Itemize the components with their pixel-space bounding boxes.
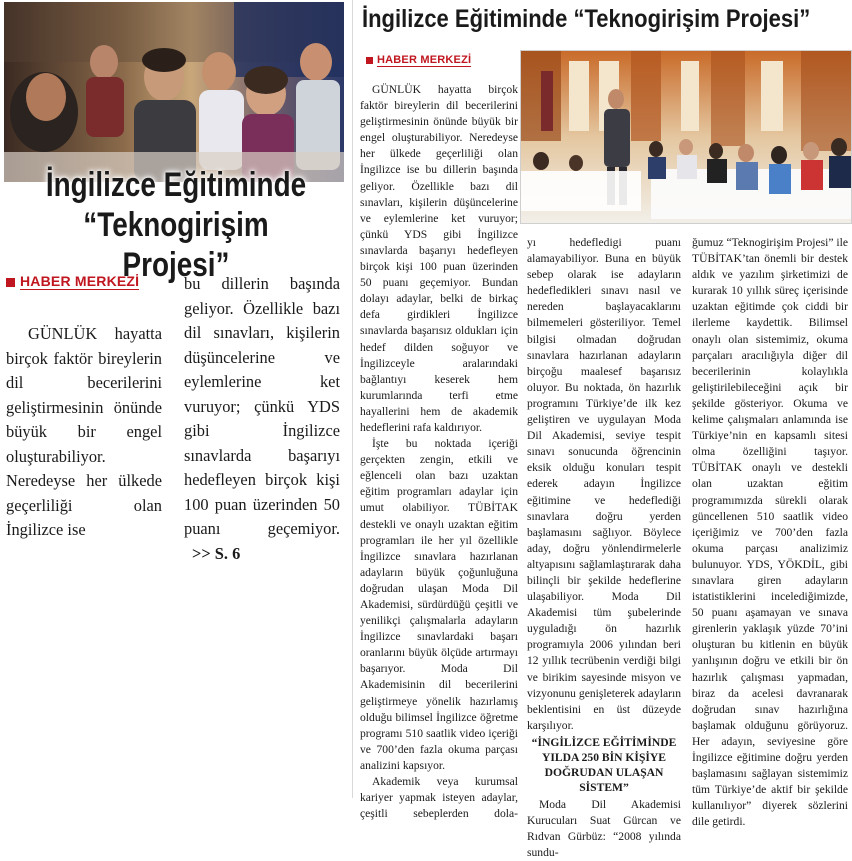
article-section-label xyxy=(366,54,471,66)
column-divider xyxy=(352,0,353,798)
article-headline: İngilizce Eğitiminde “Teknogirişim Projesi” xyxy=(362,5,811,33)
article-col2-paragraph-2: Moda Dil Akademisi Kurucuları Suat Gürcan ve Rıdvan Gürbüz: “2008 yılında sundu- xyxy=(527,797,681,860)
article-col3-paragraph-1: ğumuz “Teknogirişim Projesi” ile TÜBİTAK’tan önemli bir destek aldık ve yazılım şirketimizi de kurarak 10 yıllık süreç içerisinde uzaktan eğitimde çok ciddi bir ilerleme kaydettik. Bilimsel onaylı olan sistemimiz, okuma parçaları aracılığıyla diğer dil becerilerinin kolaylıkla geliştirilebileceğini açık bir şekilde gösteriyor. Okuma ve kelime çalışmaları anlamında ise Türkiye’nin en kapsamlı sitesi olma özelliğini taşıyor. TÜBİTAK onaylı ve destekli olan uzaktan eğitim programımızda sürekli olarak güncellenen 510 saatlik video içeriğimiz ve 700’den fazla okuma parçası analizimiz bulunuyor. YDS, YÖKDİL, gibi sınavlara giren adayların istatistiklerini incelediğimizde, 50 puanı aşamayan ve sınava girenlerin yaklaşık yüzde 70’ini oluşturan bu kitlenin en büyük yanlışının doğru ve etkili bir ön hazırlık çalışması yapmadan, biraz da acelesi davranarak doğrudan sınav hazırlığına başlamak olduğunu görüyoruz. Her adayın, seviyesine göre İngilizce eğitimine doğru yerden başlamasını sağlayan sistemimiz tüm Türkiye’de aktif bir şekilde kullanılıyor” diyerek sözlerini dile getirdi. xyxy=(692,236,848,829)
classroom-photo-image xyxy=(521,51,851,223)
article-label-text: HABER MERKEZİ xyxy=(377,54,472,66)
teaser-photo xyxy=(4,2,344,182)
article-col2-paragraph-1: yı hedefledigi puanı alamayabiliyor. Buna en büyük sebep olarak ise adayların hedefledikleri sınavı nasıl ve nereden başlayacaklarını bilmemeleri gösteriliyor. Temel bilgisi olmadan doğrudan sınavlara hazırlanan adayların birçoğu maalesef başarısız oluyor. Bu noktada, ön hazırlık programını Türkiye’de ilk kez geliştiren ve uygulayan Moda Dil Akademisi, seviye tespit sınavı sonucunda öğrencinin eksik olduğu konuları tespit ederek adayın İngilizce eğitimine ve hedeflediği sınavlara doğru yerden başlamasını sağlıyor. Böylece aday, doğru yönlendirmelerle altyapısını sağlamlaştırarak daha bilinçli bir şekilde hedeflerine ulaşabiliyor. Moda Dil Akademisi tüm şubelerinde uyguladığı ön hazırlık programıyla 2006 yılından beri 12 yıllık tecrübenin verdiği bilgi ve birikim sayesinde misyon ve vizyonunu genişleterek adayların beklentisini en üst düzeyde karşılıyor. xyxy=(527,236,681,732)
teaser-headline-line2: “Teknogirişim Projesi” xyxy=(83,206,269,284)
article-photo xyxy=(520,50,852,224)
article-col1-paragraph-1: GÜNLÜK hayatta birçok faktör bireylerin dil becerilerini geliştirmesinin önünde büyük bir engel oluşturabiliyor. Neredeyse her ülkede geçerliliği olan İngilizce ise bu dillerin başında geliyor. Özellikle bazı dil sınavları, kişilerin düşüncelerine ve eylemlerine ket vuruyor; çünkü YDS gibi İngilizce sınavlarda başarıyı hedefleyen birçok kişi 100 puan üzerinden 50 puanı geçemiyor. Bundan dolayı adaylar, belki de birkaç defa girdikleri İngilizce sınavlarda başarısız oldukları için hedef dilden soğuyor ve İngilizceyle aralarındaki bağlantıyı keserek hem kurumlarında terfi etme hayallerini hem de akademik hedeflerini rafa kaldırıyor. xyxy=(360,83,518,434)
article-column-2 xyxy=(527,235,681,861)
label-square-icon xyxy=(366,57,373,64)
teaser-headline xyxy=(32,165,321,285)
label-square-icon xyxy=(6,278,15,287)
article-subheading: “İNGİLİZCE EĞİTİMİNDE YILDA 250 BİN KİŞİYE DOĞRUDAN ULAŞAN SİSTEM” xyxy=(531,735,677,794)
article-column-3 xyxy=(692,235,848,830)
article-column-1 xyxy=(360,82,518,822)
teaser-page-reference[interactable]: >> S. 6 xyxy=(192,543,241,563)
teaser-column-2-text: bu dillerin başında geliyor. Özellikle bazı dil sınavları, kişilerin düşüncelerine ve eylemlerine ket vuruyor; çünkü YDS gibi İngilizce sınavlarda başarıyı hedefleyen birçok kişi 100 puan üzerinden 50 puanı geçemiyor. xyxy=(184,274,340,538)
article-col1-paragraph-2: İşte bu noktada içeriği gerçekten zengin, etkili ve eğlenceli olan bazı uzaktan eğitim programları adaylar için umut olabiliyor. TÜBİTAK destekli ve onaylı uzaktan eğitim programları ile her yıl özellikle İngilizce sınavlara hazırlanan adayların büyük çoğunluğuna doğrudan ulaşan Moda Dil Akademisi, sürdürdüğü çeşitli ve yenilikçi çalışmalarla adayların İngilizce sınavlardaki başarı oranlarını büyük ölçüde artırmayı başarıyor. Moda Dil Akademisinin dil becerilerini geliştirmeye yönelik hazırlamış olduğu bilimsel İngilizce öğretme programı 510 saatlik video içeriği ve 700’den fazla okuma parçası analizini kapsıyor. xyxy=(360,437,518,772)
teaser-column-1: GÜNLÜK hayatta birçok faktör bireylerin dil becerilerini geliştirmesinin önünde büyük bir engel oluşturabiliyor. Neredeyse her ülkede geçerliliği olan İngilizce ise xyxy=(6,324,162,539)
article-col1-paragraph-3: Akademik veya kurumsal kariyer yapmak isteyen adaylar, çeşitli sebeplerden dola- xyxy=(360,775,518,821)
teaser-headline-line1: İngilizce Eğitiminde xyxy=(45,166,307,204)
teaser-section-label xyxy=(6,273,139,289)
teaser-label-text: HABER MERKEZİ xyxy=(20,273,140,289)
teaser-photo-image xyxy=(4,2,344,182)
teaser-column-2 xyxy=(184,272,340,566)
